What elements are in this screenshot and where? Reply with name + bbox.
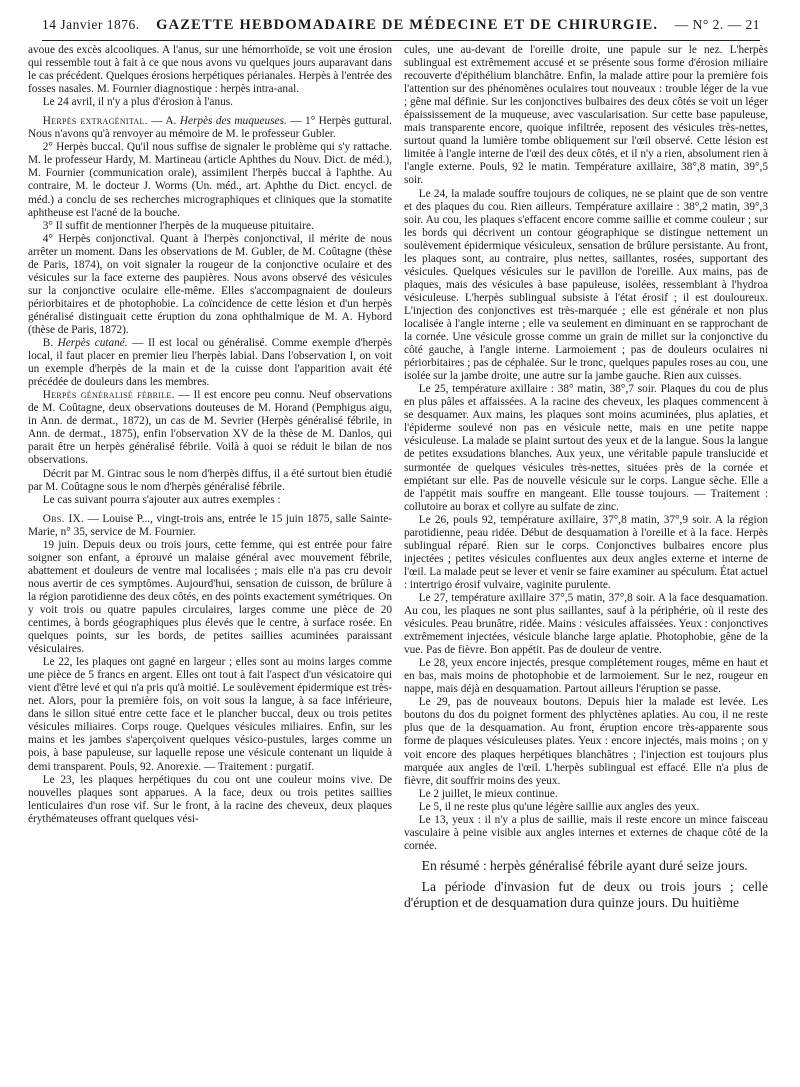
paragraph: Le 13, yeux : il n'y a plus de saillie, mais il reste encore un mince faisceau vasculaire à peine visible aux angles internes et externes de chaque côté de la cornée. [404, 813, 768, 852]
left-column [28, 44, 392, 1084]
paragraph: Le 28, yeux encore injectés, presque complétement rouges, même en haut et en bas, mais moins de photophobie et de larmoiement. Sur le nez, rougeur en nappe, mais déjà en desquamation. Partout ailleurs l'éruption se passe. [404, 657, 768, 696]
right-column [404, 44, 768, 1084]
paragraph: avoue des excès alcooliques. A l'anus, sur une hémorrhoïde, se voit une érosion qui ressemble tout à fait à ce que nous avons vu quelques jours auparavant dans le cas précédent. Quelques érosions herpétiques périanales. Herpès à l'entrée des fosses nasales. M. Fournier diagnostique : herpès intra-anal. [28, 44, 392, 96]
text-run: — Il est local ou généralisé. Comme exemple d'herpès local, il faut placer en premier lieu l'herpès labial. Dans l'observation I, on voit un exemple d'herpès de la main et de la cuisse dont l'apparition avait été précédée de douleurs dans les membres. [28, 337, 392, 389]
section-paragraph-herpes-febrile [28, 389, 392, 467]
running-header [42, 10, 760, 41]
section-heading: Herpès extragénital. [42, 115, 148, 128]
subsection-heading: Herpès des muqueuses. [179, 115, 287, 128]
text-run: — Il est encore peu connu. Neuf observations de M. Coûtagne, deux observations douteuses de M. Horand (Pemphigus aigu, in Ann. de dermat., 1872), un cas de M. Sevrier (Herpès généralisé fébrile, in Ann. de dermat., 1875), enfin l'observation XV de la thèse de M. Danlos, qui parait être un herpès généralisé fébrile. Voilà à quoi se réduit le bilan de nos observations. [28, 389, 392, 467]
paragraph: Décrit par M. Gintrac sous le nom d'herpès diffus, il a été surtout bien étudié par M. Coûtagne sous le nom d'herpès généralisé fébrile. [28, 467, 392, 493]
article-body [28, 44, 768, 1084]
text-run: — Louise P..., vingt-trois ans, entrée le 15 juin 1875, salle Sainte-Marie, n° 35, service de M. Fournier. [28, 512, 392, 538]
paragraph: Le 24 avril, il n'y a plus d'érosion à l'anus. [42, 96, 233, 109]
issue-date: 14 Janvier 1876. [42, 17, 140, 32]
paragraph: Le 26, pouls 92, température axillaire, 37°,8 matin, 37°,9 soir. A la région parotidienne, peau ridée. Début de desquamation à l'oreille et à la face. Herpès sublingual réparé. Rien sur le corps. Conjonctives bulbaires encore plus injectées ; petites vésicules confluentes aux deux angles externe et interne de l'œil. La malade peut se lever et venir se faire examiner au spéculum. État actuel : intertrigo érosif vulvaire, vaginite purulente. [404, 513, 768, 591]
section-paragraph-herpes-extragenital [28, 115, 392, 141]
section-heading: Herpès généralisé fébrile. [42, 389, 175, 402]
paragraph: Le 22, les plaques ont gagné en largeur ; elles sont au moins larges comme une pièce de 5 francs en argent. Elles ont tout à fait l'aspect d'un vésicatoire qui vient d'être levé et qui n'a pris qu'à moitié. Le soulèvement épidermique est très-net. Alors, pour la première fois, on voit sous la langue, à sa face inférieure, dans le sillon situé entre cette face et le plancher buccal, deux ou trois petites vésicules miliaires. Corps rouge. Quelques vésicules miliaires. Enfin, sur les mains et les jambes s'aperçoivent quelques vésico-pustules, larges comme un pois, à base papuleuse, sur laquelle repose une vésicule contenant un liquide à demi transparent. Pouls, 92. Anorexie. — Traitement : purgatif. [28, 656, 392, 773]
text-run: — A. [147, 115, 180, 128]
journal-title: GAZETTE HEBDOMADAIRE DE MÉDECINE ET DE CHIRURGIE. [156, 16, 659, 33]
summary-paragraph: En résumé : herpès généralisé fébrile ayant duré seize jours. [421, 857, 748, 873]
paragraph: Le 5, il ne reste plus qu'une légère saillie aux angles des yeux. [418, 800, 700, 813]
paragraph: Le 29, pas de nouveaux boutons. Depuis hier la malade est levée. Les boutons du dos du poignet forment des phlyctènes aplaties. Au cou, il ne reste plus que de la desquamation. Au front, éruption encore très-apparente sous forme de plaques vésiculeuses plates. Yeux : encore injectés, mais moins ; on y voit encore des plaques herpétiques blanchâtres ; l'injection est toujours plus marquée aux angles de l'œil. L'herpès sublingual est effacé. Elle n'a plus de fièvre, dit souffrir moins des yeux. [404, 696, 768, 787]
issue-number-page: — N° 2. — 21 [674, 17, 760, 32]
observation-heading: Obs. IX. [42, 512, 85, 525]
subsection-heading: Herpès cutané. [57, 337, 128, 350]
paragraph: Le 25, température axillaire : 38° matin, 38°,7 soir. Plaques du cou de plus en plus pâles et affaissées. A la racine des cheveux, les plaques commencent à se desquamer. Aux mains, les plaques sont moins acuminées, plus aplaties, et l'épiderme soulevé non pas en vésicule nette, mais en une petite nappe vésiculeuse. La malade se plaint surtout des yeux et de la langue. Sous la langue de petites exsudations blanches. Aux yeux, une véritable papule translucide et surmontée de quelques vésicules très-nettes, situées près de la cornée et empiétant sur elle. Pas de nouvelle vésicule sur le corps. Langue sèche. Elle a de l'appétit mais souffre en mangeant. Elle tousse toujours. — Traitement : collutoire au borax et collyre au sulfate de zinc. [404, 383, 768, 513]
text-run: — 1° Herpès guttural. Nous n'avons qu'à renvoyer au mémoire de M. le professeur Gubler. [28, 115, 392, 141]
paragraph: Le 27, température axillaire 37°,5 matin, 37°,8 soir. A la face desquamation. Au cou, les plaques ne sont plus saillantes, sauf à la périphérie, où il reste des vésicules. Peau brunâtre, ridée. Mains : vésicules affaissées. Yeux : conjonctives extrêmement injectées, vésicule blanche large aplatie. Photophobie, gêne de la vue. Pas de fièvre. Bon appétit. Pas de douleur de ventre. [404, 591, 768, 657]
paragraph: 4° Herpès conjonctival. Quant à l'herpès conjonctival, il mérite de nous arrêter un moment. Dans les observations de M. Gubler, de M. Coûtagne (thèse de Paris, 1874), on voit signaler la rougeur de la conjonctive oculaire et des vésicules sur la face externe des paupières. Nous avons observé des vésicules sur la conjonctive oculaire elle-même. Elles s'accompagnaient de douleurs périorbitaires et de photophobie. La coïncidence de cette lésion et d'un herpès généralisé distinguait cette éruption du zona ophthalmique de M. A. Hybord (thèse de Paris, 1872). [28, 232, 392, 336]
paragraph: Le 23, les plaques herpétiques du cou ont une couleur moins vive. De nouvelles plaques sont apparues. A la face, deux ou trois petites saillies lenticulaires d'un rose vif. Sur le front, à la racine des cheveux, deux plaques érythémateuses offrant quelques vési- [28, 773, 392, 825]
paragraph: 19 juin. Depuis deux ou trois jours, cette femme, qui est entrée pour faire soigner son enfant, a éprouvé un malaise général avec mouvement fébrile, abattement et douleurs de ventre mal localisées ; mais elle n'a pas cru devoir nous avertir de ces symptômes. Aujourd'hui, sensation de cuisson, de brûlure à la région parotidienne des deux côtés, en des points exactement symétriques. On y voit trois ou quatre papules circulaires, larges comme une pièce de 20 centimes, à bords géographiques plus élevés que le centre, à surface rosée. En quelques points, sur les bords, de petites saillies acuminées paraissant vésiculaires. [28, 538, 392, 656]
paragraph: 2° Herpès buccal. Qu'il nous suffise de signaler le problème qui s'y rattache. M. le professeur Hardy, M. Martineau (article Aphthes du Nouv. Dict. de méd.), M. Fournier (communication orale), assimilent l'herpès buccal à l'aphthe. Au contraire, M. le docteur J. Worms (Un. méd., art. Aphthe du Dict. encycl. de méd.) a conclu de ses recherches micrographiques et cliniques que la stomatite aphtheuse est l'acné de la bouche. [28, 141, 392, 219]
section-paragraph-herpes-cutane [28, 337, 392, 389]
paragraph: cules, une au-devant de l'oreille droite, une papule sur le nez. L'herpès sublingual est extrêmement accusé et se présente sous forme d'érosion miliaire recouverte d'épithélium blanchâtre. Enfin, la malade attire pour la première fois l'attention sur des phénomènes oculaires tout nouveaux : trouble léger de la vue ; gêne mal définie. Sur les conjonctives bulbaires des deux côtés se voit un léger épaississement de la muqueuse, avec vascularisation. Sur cette base papuleuse, mais transparente encore, quoique infiltrée, reposent des vésicules très-nettes, surtout quand la lumière tombe obliquement sur l'œil observé. Cette lésion est limitée à l'angle interne de l'œil des deux côtés, et il n'y a rien, absolument rien à l'angle externe. Pouls, 92 le matin. Température axillaire, 38°,8 matin, 39°,5 soir. [404, 44, 768, 187]
paragraph: Le cas suivant pourra s'ajouter aux autres exemples : [42, 493, 281, 506]
summary-paragraph: La période d'invasion fut de deux ou trois jours ; celle d'éruption et de desquamation dura quinze jours. Du huitième [404, 878, 768, 910]
observation-paragraph [28, 513, 392, 539]
paragraph: 3° Il suffit de mentionner l'herpès de la muqueuse pituitaire. [42, 219, 314, 232]
paragraph: Le 2 juillet, le mieux continue. [418, 787, 558, 800]
text-run: B. [42, 337, 58, 350]
paragraph: Le 24, la malade souffre toujours de coliques, ne se plaint que de son ventre et des plaques du cou. Rien ailleurs. Température axillaire : 38°,2 matin, 39°,3 soir. Au cou, les plaques s'effacent encore comme saillie et comme couleur ; sur les bords qui décrivent un contour géographique se distingue nettement un soulèvement épidermique vésiculeux, sensation de brûlure persistante. Au front, les plaques sont, au contraire, plus nettes, saillantes, rosées, supportant des vésicules. Quelques vésicules sur le pavillon de l'oreille. Aux mains, pas de plaques, mais des vésicules à base papuleuse, isolées, ressemblant à l'hydroa vésiculeuse. L'herpès sublingual subsiste à l'état érosif ; il est douloureux. L'injection des conjonctives est très-marquée ; elle est générale et non plus localisée à l'angle interne ; elle va seulement en diminuant en se rapprochant de la cornée. Une vésicule grosse comme un grain de millet sur la conjonctive du côté gauche, à l'angle interne. Larmoiement ; pas de douleurs oculaires ni périorbitaires ; pas de céphalée. Sur le tronc, quelques papules roses au cou, une isolée sur la jambe droite, une autre sur la jambe gauche. Rien aux cuisses. [404, 187, 768, 383]
